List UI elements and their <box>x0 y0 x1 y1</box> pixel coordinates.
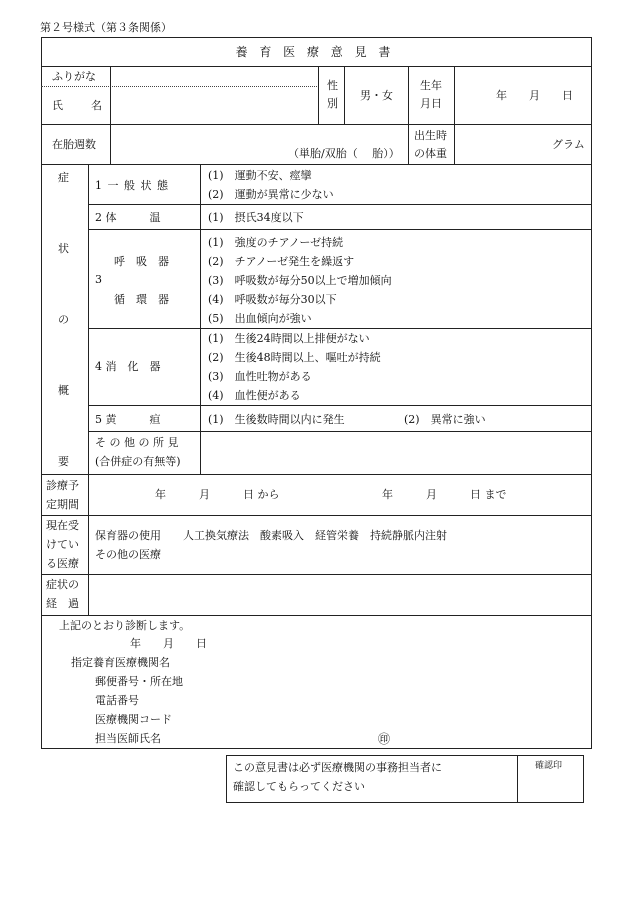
symptom-side-2: 状 <box>58 242 69 255</box>
current-label-2: けてい <box>46 538 79 551</box>
symptom-3-item-1[interactable]: (1) 強度のチアノーゼ持続 <box>208 236 344 249</box>
course-label-2: 経 過 <box>46 597 79 610</box>
sex-options[interactable]: 男・女 <box>360 89 393 102</box>
symptom-4-item-3[interactable]: (3) 血性吐物がある <box>208 370 312 383</box>
symptom-side-5: 要 <box>58 455 69 468</box>
birth-label-2: 月日 <box>420 97 442 110</box>
birth-label-1: 生年 <box>420 79 442 92</box>
furigana-label: ふりがな <box>52 70 96 83</box>
symptom-4-item-2[interactable]: (2) 生後48時間以上、嘔吐が持続 <box>208 351 381 364</box>
symptom-1-item-2[interactable]: (2) 運動が異常に少ない <box>208 188 334 201</box>
period-label-1: 診療予 <box>46 479 79 492</box>
symptom-category-3-num: 3 <box>95 273 102 286</box>
certification-text: 上記のとおり診断します。 <box>59 619 191 632</box>
postal-address-label: 郵便番号・所在地 <box>95 675 183 688</box>
confirmation-stamp-label: 確認印 <box>535 761 563 771</box>
symptom-4-item-1[interactable]: (1) 生後24時間以上排便がない <box>208 332 370 345</box>
sex-label-2: 別 <box>327 97 338 110</box>
birth-weight-unit: グラム <box>552 138 585 151</box>
symptom-4-item-4[interactable]: (4) 血性便がある <box>208 389 301 402</box>
confirmation-stamp-field[interactable] <box>519 776 581 800</box>
phone-label: 電話番号 <box>95 694 139 707</box>
symptom-3-item-2[interactable]: (2) チアノーゼ発生を繰返す <box>208 255 355 268</box>
current-label-1: 現在受 <box>46 519 79 532</box>
symptom-category-1: 1 一 般 状 態 <box>95 179 169 192</box>
symptom-1-item-1[interactable]: (1) 運動不安、痙攣 <box>208 169 312 182</box>
name-field[interactable] <box>112 88 317 122</box>
period-from[interactable]: 年 月 日 から <box>155 488 280 501</box>
notice-line-1: この意見書は必ず医療機関の事務担当者に <box>233 761 442 774</box>
period-label-2: 定期間 <box>46 498 79 511</box>
symptom-category-5: 5 黄 疸 <box>95 413 161 426</box>
other-findings-label-1: そ の 他 の 所 見 <box>95 436 179 449</box>
institution-code-label: 医療機関コード <box>95 713 172 726</box>
birth-date[interactable]: 年 月 日 <box>496 89 573 102</box>
symptom-5-item-1[interactable]: (1) 生後数時間以内に発生 <box>208 413 345 426</box>
symptom-3-item-5[interactable]: (5) 出血傾向が強い <box>208 312 312 325</box>
other-findings-field[interactable] <box>202 433 590 473</box>
symptom-category-3b: 循 環 器 <box>114 293 169 306</box>
certification-date[interactable]: 年 月 日 <box>130 637 207 650</box>
doctor-name-label: 担当医師氏名 <box>95 732 161 745</box>
symptom-3-item-4[interactable]: (4) 呼吸数が毎分30以下 <box>208 293 337 306</box>
symptom-category-4: 4 消 化 器 <box>95 360 161 373</box>
course-label-1: 症状の <box>46 578 79 591</box>
current-label-3: る医療 <box>46 557 79 570</box>
period-to[interactable]: 年 月 日 まで <box>382 488 507 501</box>
sex-label-1: 性 <box>327 79 338 92</box>
form-number: 第２号様式（第３条関係） <box>40 21 172 34</box>
current-care-other[interactable]: その他の医療 <box>95 548 161 561</box>
symptom-category-2: 2 体 温 <box>95 211 161 224</box>
institution-label: 指定養育医療機関名 <box>71 656 170 669</box>
symptom-2-item-1[interactable]: (1) 摂氏34度以下 <box>208 211 304 224</box>
symptom-category-3a: 呼 吸 器 <box>114 255 169 268</box>
birth-type[interactable]: （単胎/双胎（ 胎）） <box>288 147 400 160</box>
symptom-side-1: 症 <box>58 171 69 184</box>
birth-weight-label-1: 出生時 <box>414 129 447 142</box>
symptom-side-3: の <box>58 313 69 326</box>
symptom-5-item-2[interactable]: (2) 異常に強い <box>404 413 486 426</box>
symptom-3-item-3[interactable]: (3) 呼吸数が毎分50以上で増加傾向 <box>208 274 392 287</box>
current-care-options[interactable]: 保育器の使用 人工換気療法 酸素吸入 経管栄養 持続静脈内注射 <box>95 529 447 542</box>
form-title: 養 育 医 療 意 見 書 <box>235 45 395 59</box>
course-field[interactable] <box>90 576 590 613</box>
notice-box <box>226 755 584 803</box>
birth-weight-label-2: の体重 <box>414 147 447 160</box>
symptom-side-4: 概 <box>58 384 69 397</box>
seal-mark: ㊞ <box>378 732 391 746</box>
notice-line-2: 確認してもらってください <box>233 780 365 793</box>
gestation-label: 在胎週数 <box>52 138 96 151</box>
other-findings-label-2: (合併症の有無等) <box>95 455 181 468</box>
name-label: 氏 名 <box>52 99 104 112</box>
